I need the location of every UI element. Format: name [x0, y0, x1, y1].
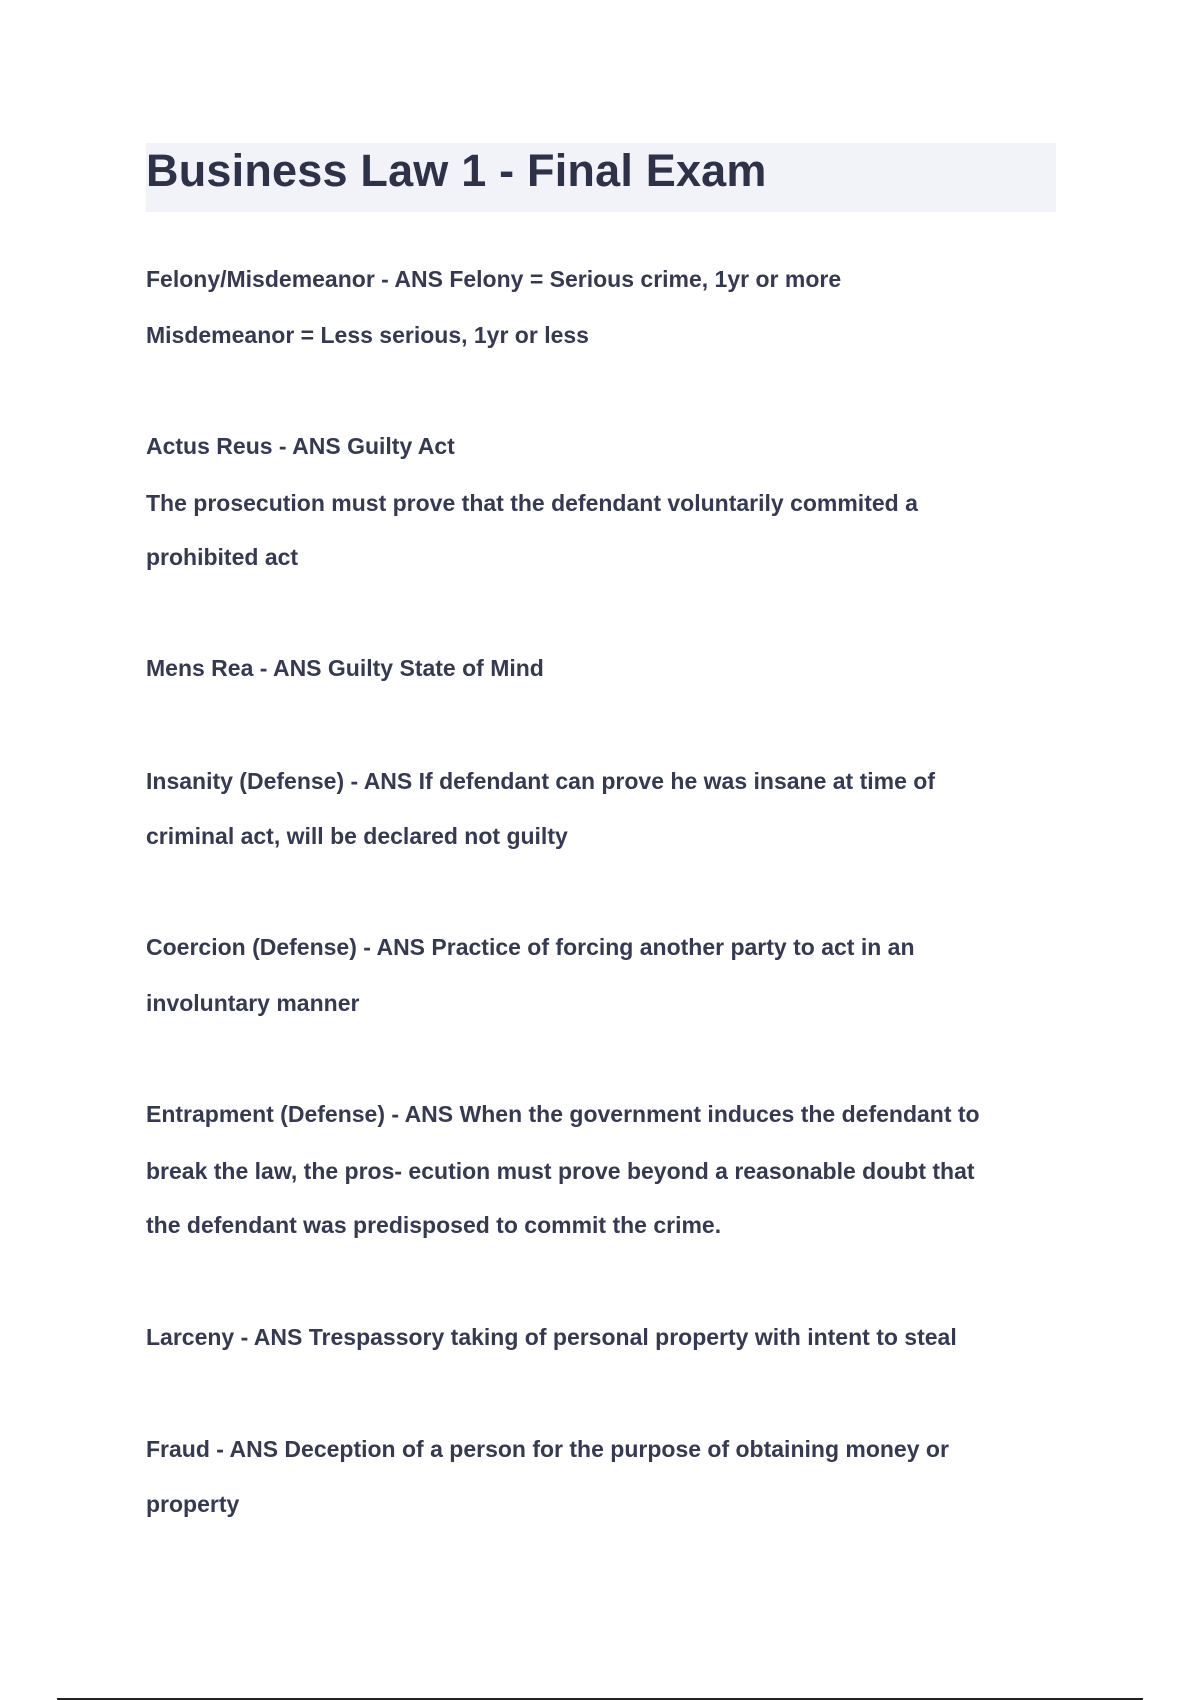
entry-actus-reus-line-1: Actus Reus - ANS Guilty Act: [146, 433, 455, 459]
page-title: Business Law 1 - Final Exam: [146, 145, 767, 196]
entry-entrapment-line-3: the defendant was predisposed to commit the crime.: [146, 1212, 722, 1238]
entry-mens-rea-line-1: Mens Rea - ANS Guilty State of Mind: [146, 655, 544, 681]
entry-actus-reus-line-3: prohibited act: [146, 544, 299, 570]
entry-fraud-line-2: property: [146, 1491, 240, 1517]
entry-coercion-line-2: involuntary manner: [146, 990, 360, 1016]
entry-coercion-line-1: Coercion (Defense) - ANS Practice of forcing another party to act in an: [146, 934, 915, 960]
entry-felony-misdemeanor-line-1: Felony/Misdemeanor - ANS Felony = Serious crime, 1yr or more: [146, 266, 842, 292]
entry-actus-reus-line-2: The prosecution must prove that the defendant voluntarily commited a: [146, 490, 918, 516]
entry-entrapment-line-2: break the law, the pros- ecution must prove beyond a reasonable doubt that: [146, 1158, 975, 1184]
entry-larceny-line-1: Larceny - ANS Trespassory taking of personal property with intent to steal: [146, 1324, 957, 1350]
entry-felony-misdemeanor-line-2: Misdemeanor = Less serious, 1yr or less: [146, 322, 589, 348]
entry-insanity-line-1: Insanity (Defense) - ANS If defendant can prove he was insane at time of: [146, 768, 935, 794]
entry-entrapment-line-1: Entrapment (Defense) - ANS When the government induces the defendant to: [146, 1101, 980, 1127]
entry-insanity-line-2: criminal act, will be declared not guilty: [146, 823, 568, 849]
entry-fraud-line-1: Fraud - ANS Deception of a person for the purpose of obtaining money or: [146, 1436, 949, 1462]
